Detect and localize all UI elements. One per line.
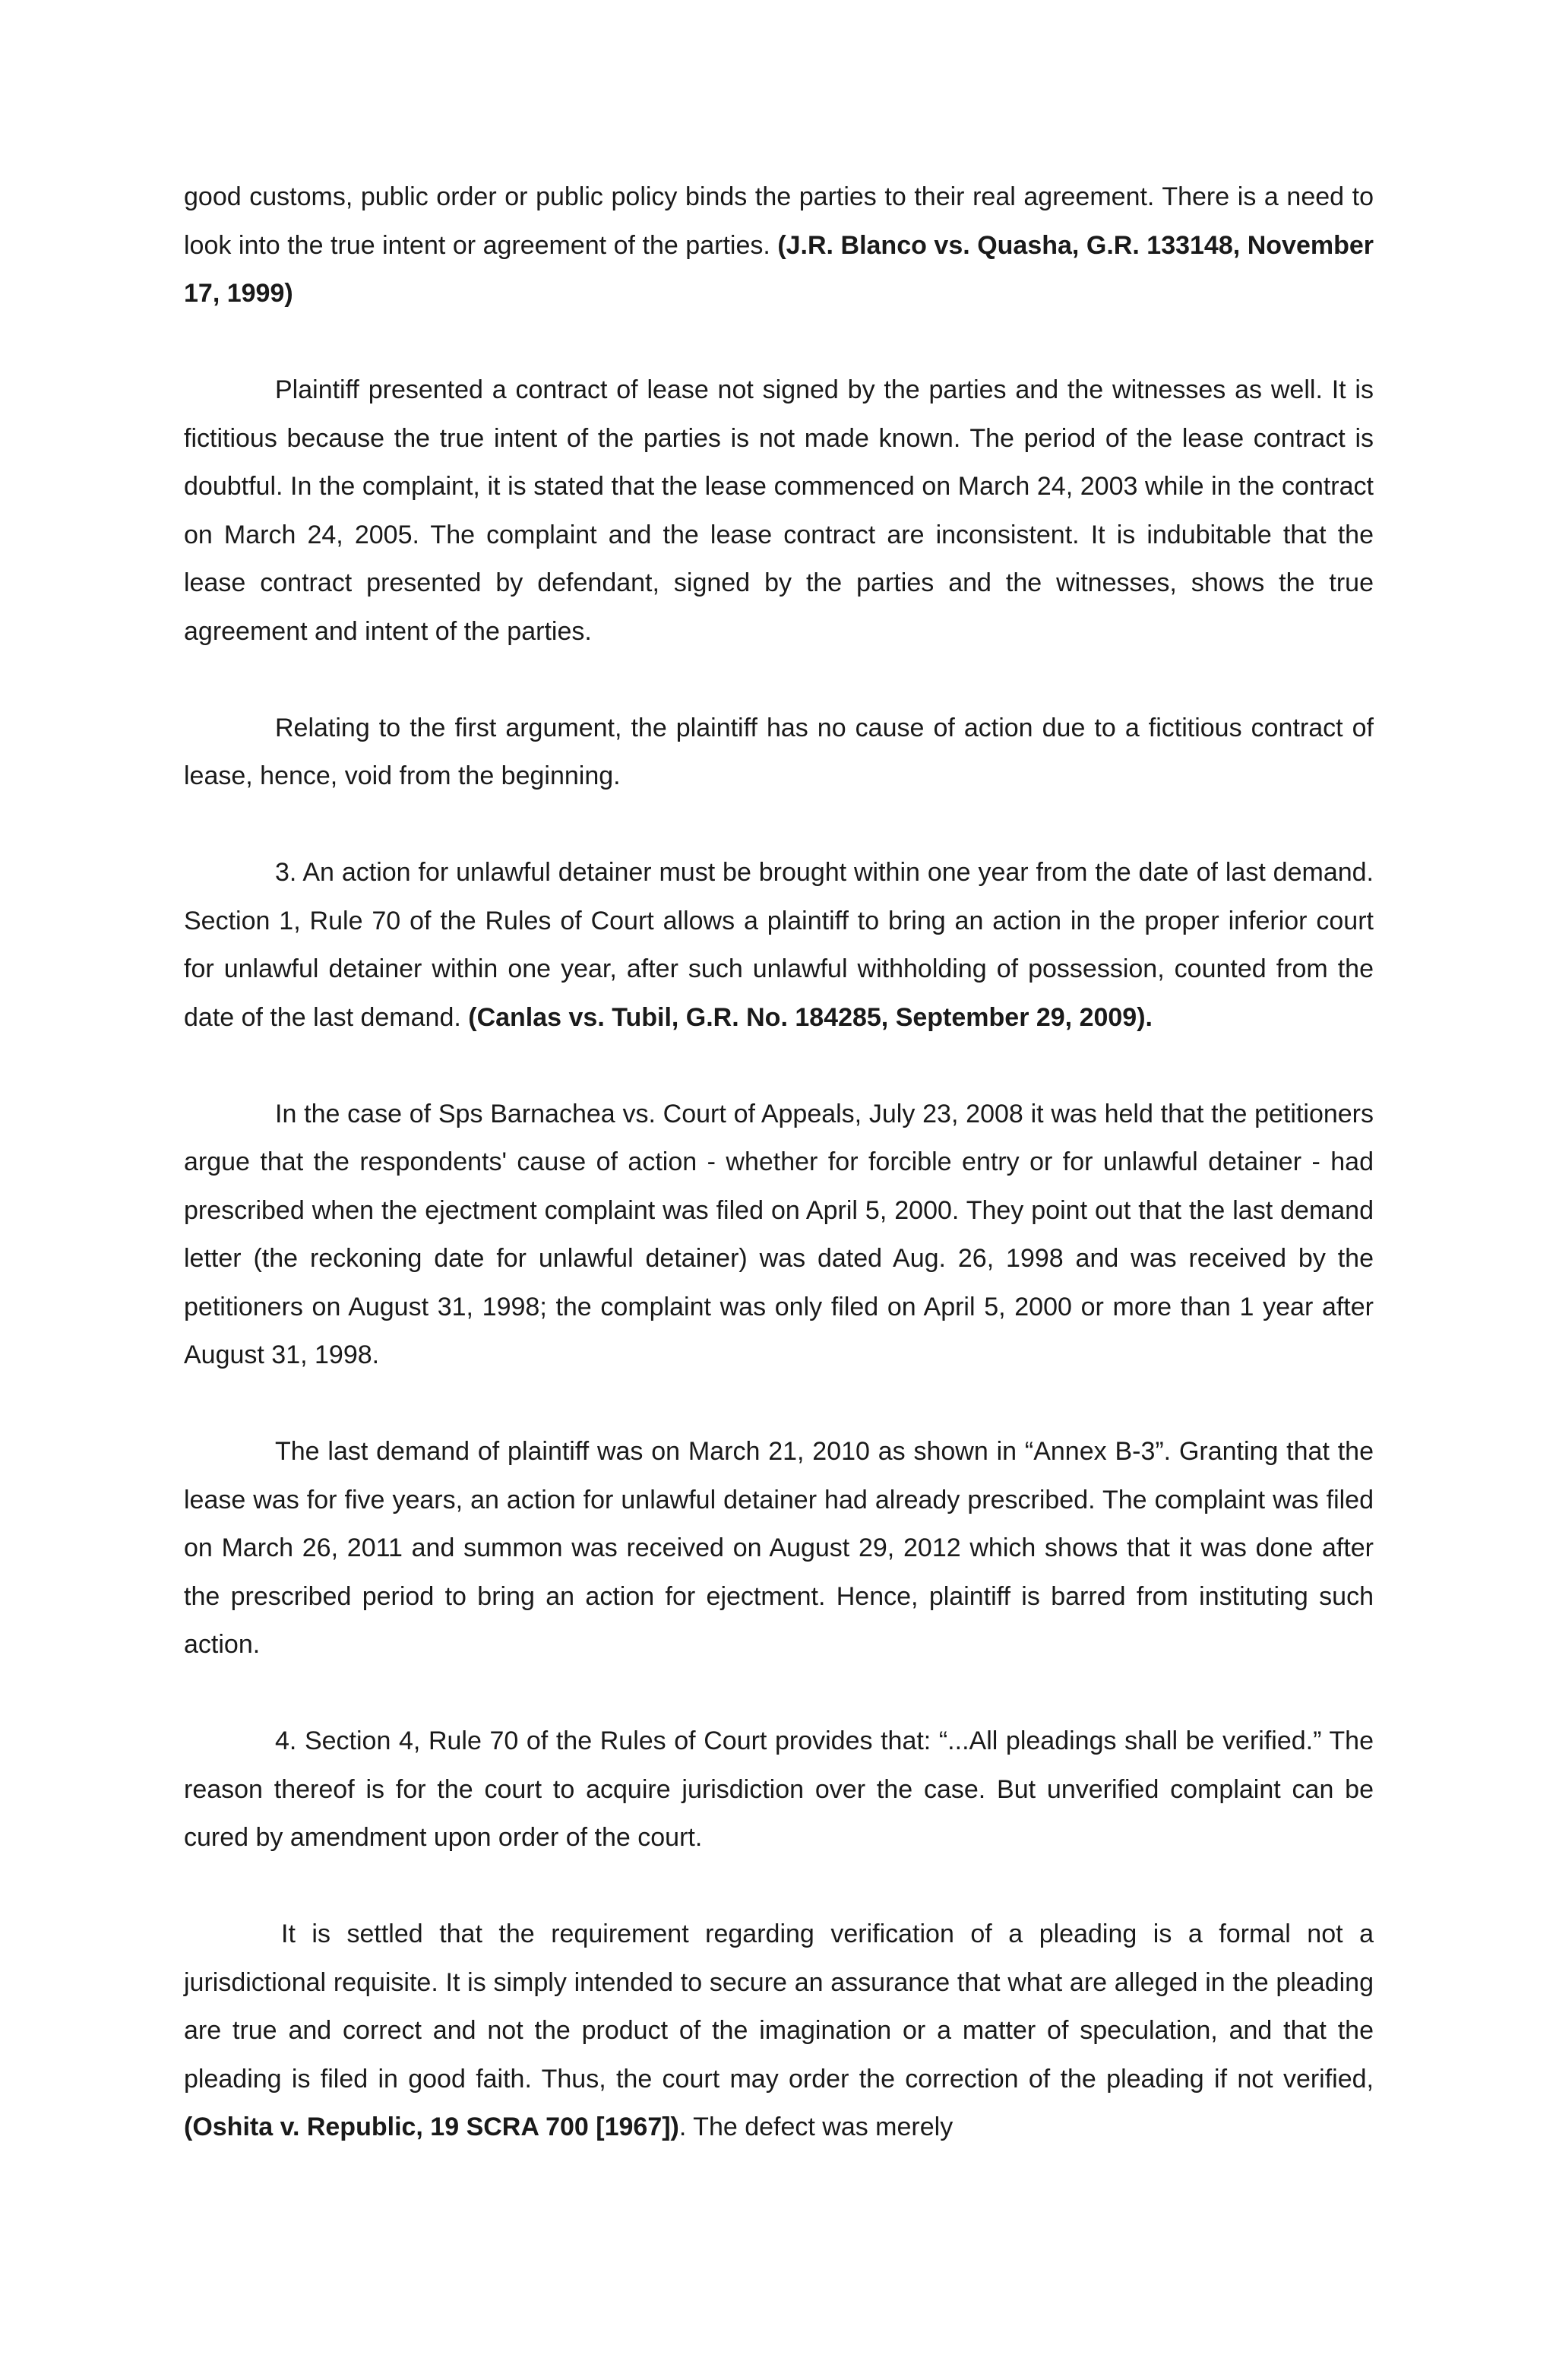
paragraph-text: 3. An action for unlawful detainer must be brought within one year from the date of last demand. Section 1, Rule 70 of the Rules of Court allows a plaintiff to bring an action in the proper inferior court for unlawful detainer within one year, after such unlawful withholding of possession, counted from the date of the last demand. [184, 858, 1374, 1032]
paragraph-verification-rule: 4. Section 4, Rule 70 of the Rules of Court provides that: “...All pleadings shall be verified.” The reason thereof is for the court to acquire jurisdiction over the case. But unverified complaint can be cured by amendment upon order of the court. [184, 1726, 1374, 1852]
case-citation: (J.R. Blanco vs. Quasha, G.R. 133148, November 17, 1999) [184, 230, 1374, 308]
paragraph-blanco-citation [184, 173, 1374, 318]
paragraph-fictitious-lease: Plaintiff presented a contract of lease not signed by the parties and the witnesses as well. It is fictitious because the true intent of the parties is not made known. The period of the lease contract is doubtful. In the complaint, it is stated that the lease commenced on March 24, 2003 while in the contract on March 24, 2005. The complaint and the lease contract are inconsistent. It is indubitable that the lease contract presented by defendant, signed by the parties and the witnesses, shows the true agreement and intent of the parties. [184, 375, 1374, 646]
paragraph-one-year-rule [184, 849, 1374, 1042]
case-citation: (Canlas vs. Tubil, G.R. No. 184285, September 29, 2009). [468, 1002, 1153, 1032]
document-page [184, 173, 1374, 2152]
paragraph-verification-formal [184, 1910, 1374, 2152]
paragraph-text: It is settled that the requirement regarding verification of a pleading is a formal not a jurisdictional requisite. It is simply intended to secure an assurance that what are alleged in the pleading are true and correct and not the product of the imagination or a matter of speculation, and that the pleading is filed in good faith. Thus, the court may order the correction of the pleading if not verified, [184, 1920, 1374, 2094]
paragraph-text: good customs, public order or public policy binds the parties to their real agreement. There is a need to look into the true intent or agreement of the parties. [184, 182, 1374, 260]
paragraph-last-demand: The last demand of plaintiff was on March 21, 2010 as shown in “Annex B-3”. Granting that the lease was for five years, an action for unlawful detainer had already prescribed. The complaint was filed on March 26, 2011 and summon was received on August 29, 2012 which shows that it was done after the prescribed period to bring an action for ejectment. Hence, plaintiff is barred from instituting such action. [184, 1437, 1374, 1659]
paragraph-barnachea-case: In the case of Sps Barnachea vs. Court of Appeals, July 23, 2008 it was held that the petitioners argue that the respondents' cause of action - whether for forcible entry or for unlawful detainer - had prescribed when the ejectment complaint was filed on April 5, 2000. They point out that the last demand letter (the reckoning date for unlawful detainer) was dated Aug. 26, 1998 and was received by the petitioners on August 31, 1998; the complaint was only filed on April 5, 2000 or more than 1 year after August 31, 1998. [184, 1099, 1374, 1369]
paragraph-text: . The defect was merely [678, 2113, 954, 2141]
paragraph-no-cause-of-action: Relating to the first argument, the plaintiff has no cause of action due to a fictitious contract of lease, hence, void from the beginning. [184, 713, 1374, 790]
case-citation: (Oshita v. Republic, 19 SCRA 700 [1967]) [184, 2113, 679, 2141]
